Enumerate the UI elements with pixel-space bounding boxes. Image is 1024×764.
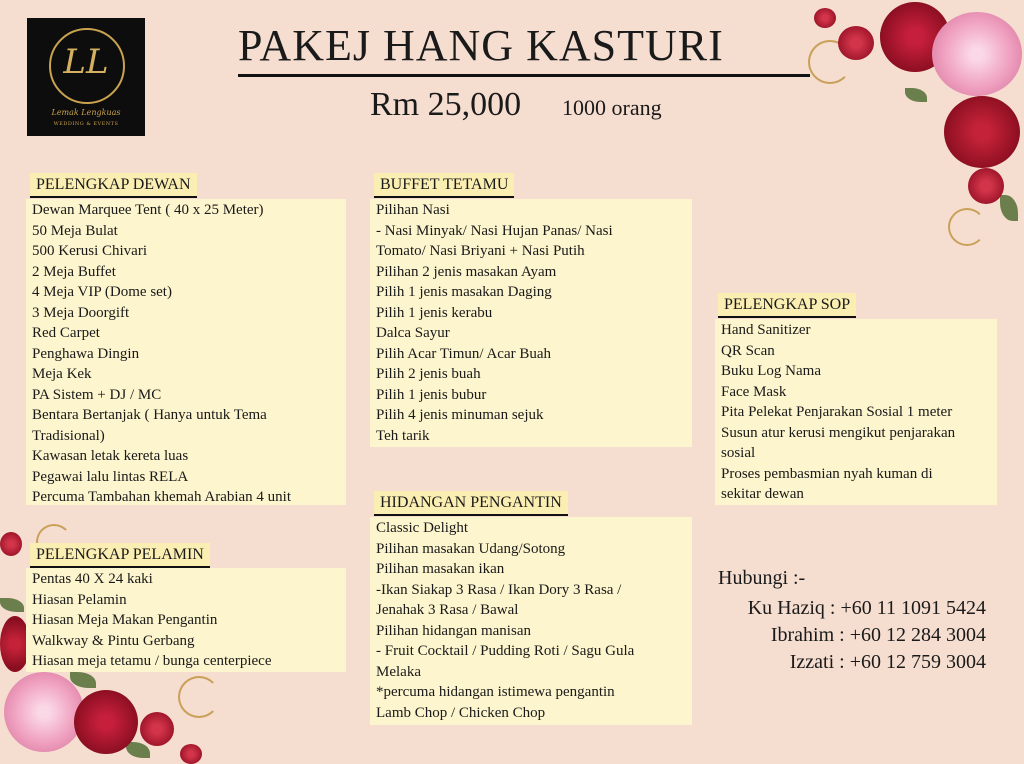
list-item: Teh tarik bbox=[376, 427, 430, 444]
contact-line: Izzati : +60 12 759 3004 bbox=[789, 651, 986, 673]
list-item: Buku Log Nama bbox=[721, 363, 821, 379]
list-item: sosial bbox=[721, 445, 756, 461]
gold-swirl-icon bbox=[178, 676, 220, 718]
package-title: PAKEJ HANG KASTURI bbox=[238, 21, 724, 70]
leaf-icon bbox=[905, 88, 927, 102]
section-heading-dewan: PELENGKAP DEWAN bbox=[30, 173, 197, 198]
logo-brand-name: Lemak Lengkuas bbox=[51, 108, 121, 117]
list-item: Pilihan hidangan manisan bbox=[376, 622, 531, 639]
list-item: Pilihan masakan Udang/Sotong bbox=[376, 540, 566, 557]
list-item: *percuma hidangan istimewa pengantin bbox=[376, 684, 615, 700]
list-item: Pita Pelekat Penjarakan Sosial 1 meter bbox=[721, 404, 953, 420]
list-item: Classic Delight bbox=[376, 520, 469, 536]
section-list-sop bbox=[715, 319, 997, 505]
section-heading-buffet: BUFFET TETAMU bbox=[374, 173, 514, 198]
list-item: Pilihan Nasi bbox=[376, 202, 450, 218]
title-underline bbox=[238, 74, 810, 77]
list-item: Dewan Marquee Tent ( 40 x 25 Meter) bbox=[32, 202, 264, 218]
contact-label: Hubungi :- bbox=[718, 567, 806, 589]
section-heading-sop: PELENGKAP SOP bbox=[718, 293, 856, 318]
list-item: Penghawa Dingin bbox=[32, 345, 140, 362]
list-item: Hand Sanitizer bbox=[721, 322, 811, 338]
list-item: PA Sistem + DJ / MC bbox=[32, 386, 162, 403]
list-item: -Ikan Siakap 3 Rasa / Ikan Dory 3 Rasa / bbox=[376, 581, 622, 598]
section-heading-pelamin: PELENGKAP PELAMIN bbox=[30, 543, 210, 568]
list-item: Pilih 1 jenis kerabu bbox=[376, 304, 493, 321]
list-item: Pilih 2 jenis buah bbox=[376, 366, 481, 382]
list-item: Jenahak 3 Rasa / Bawal bbox=[376, 602, 519, 618]
section-heading-hidangan: HIDANGAN PENGANTIN bbox=[374, 491, 568, 516]
list-item: Tradisional) bbox=[32, 427, 105, 444]
list-item: - Nasi Minyak/ Nasi Hujan Panas/ Nasi bbox=[376, 222, 613, 239]
leaf-icon bbox=[0, 598, 24, 612]
list-item: Pilih 1 jenis masakan Daging bbox=[376, 284, 552, 300]
rose-bud-icon bbox=[814, 8, 836, 28]
list-item: Pentas 40 X 24 kaki bbox=[32, 571, 153, 587]
list-item: Pilih 4 jenis minuman sejuk bbox=[376, 407, 544, 423]
list-item: Kawasan letak kereta luas bbox=[32, 448, 189, 464]
list-item: Tomato/ Nasi Briyani + Nasi Putih bbox=[376, 243, 585, 259]
section-list-hidangan bbox=[370, 517, 692, 725]
rose-bud-icon bbox=[180, 744, 202, 764]
list-item: 50 Meja Bulat bbox=[32, 222, 118, 239]
section-list-pelamin bbox=[26, 568, 346, 672]
list-item: Walkway & Pintu Gerbang bbox=[32, 632, 195, 649]
list-item: Red Carpet bbox=[32, 325, 100, 341]
list-item: Pilihan masakan ikan bbox=[376, 561, 505, 577]
list-item: - Fruit Cocktail / Pudding Roti / Sagu Gula bbox=[376, 643, 635, 659]
pink-rose-icon bbox=[932, 12, 1022, 96]
list-item: Pilih Acar Timun/ Acar Buah bbox=[376, 345, 552, 362]
guest-count: 1000 orang bbox=[562, 95, 662, 120]
leaf-icon bbox=[126, 742, 150, 758]
list-item: Pilihan 2 jenis masakan Ayam bbox=[376, 263, 557, 280]
list-item: Proses pembasmian nyah kuman di bbox=[721, 465, 933, 482]
rose-icon bbox=[944, 96, 1020, 168]
list-item: Hiasan Meja Makan Pengantin bbox=[32, 612, 218, 628]
gold-swirl-icon bbox=[948, 208, 986, 246]
logo-subtitle: WEDDING & EVENTS bbox=[53, 121, 119, 127]
rose-bud-icon bbox=[968, 168, 1004, 204]
pink-rose-icon bbox=[4, 672, 84, 752]
list-item: Face Mask bbox=[721, 383, 787, 400]
list-item: Melaka bbox=[376, 663, 421, 680]
list-item: Meja Kek bbox=[32, 366, 92, 382]
contact-list bbox=[748, 595, 986, 676]
list-item: Pilih 1 jenis bubur bbox=[376, 386, 487, 403]
rose-bud-icon bbox=[140, 712, 174, 746]
rose-bud-icon bbox=[0, 532, 22, 556]
list-item: 2 Meja Buffet bbox=[32, 263, 116, 280]
rose-icon bbox=[74, 690, 138, 754]
brand-logo bbox=[27, 18, 145, 136]
package-price: Rm 25,000 bbox=[370, 86, 522, 123]
list-item: 3 Meja Doorgift bbox=[32, 304, 130, 321]
list-item: 4 Meja VIP (Dome set) bbox=[32, 284, 172, 300]
list-item: Susun atur kerusi mengikut penjarakan bbox=[721, 424, 956, 441]
contact-line: Ibrahim : +60 12 284 3004 bbox=[770, 624, 986, 646]
rose-icon bbox=[838, 26, 874, 60]
logo-monogram: LL bbox=[63, 42, 109, 82]
list-item: 500 Kerusi Chivari bbox=[32, 243, 147, 259]
list-item: Pegawai lalu lintas RELA bbox=[32, 468, 189, 485]
contact-line: Ku Haziq : +60 11 1091 5424 bbox=[747, 597, 986, 619]
list-item: Bentara Bertanjak ( Hanya untuk Tema bbox=[32, 407, 267, 423]
section-list-dewan bbox=[26, 199, 346, 505]
list-item: sekitar dewan bbox=[721, 486, 804, 502]
list-item: QR Scan bbox=[721, 342, 775, 359]
list-item: Dalca Sayur bbox=[376, 325, 450, 341]
list-item: Hiasan Pelamin bbox=[32, 591, 127, 608]
section-list-buffet bbox=[370, 199, 692, 447]
list-item: Lamb Chop / Chicken Chop bbox=[376, 704, 546, 721]
list-item: Percuma Tambahan khemah Arabian 4 unit bbox=[32, 489, 292, 505]
leaf-icon bbox=[1000, 195, 1018, 221]
list-item: Hiasan meja tetamu / bunga centerpiece bbox=[32, 653, 272, 669]
